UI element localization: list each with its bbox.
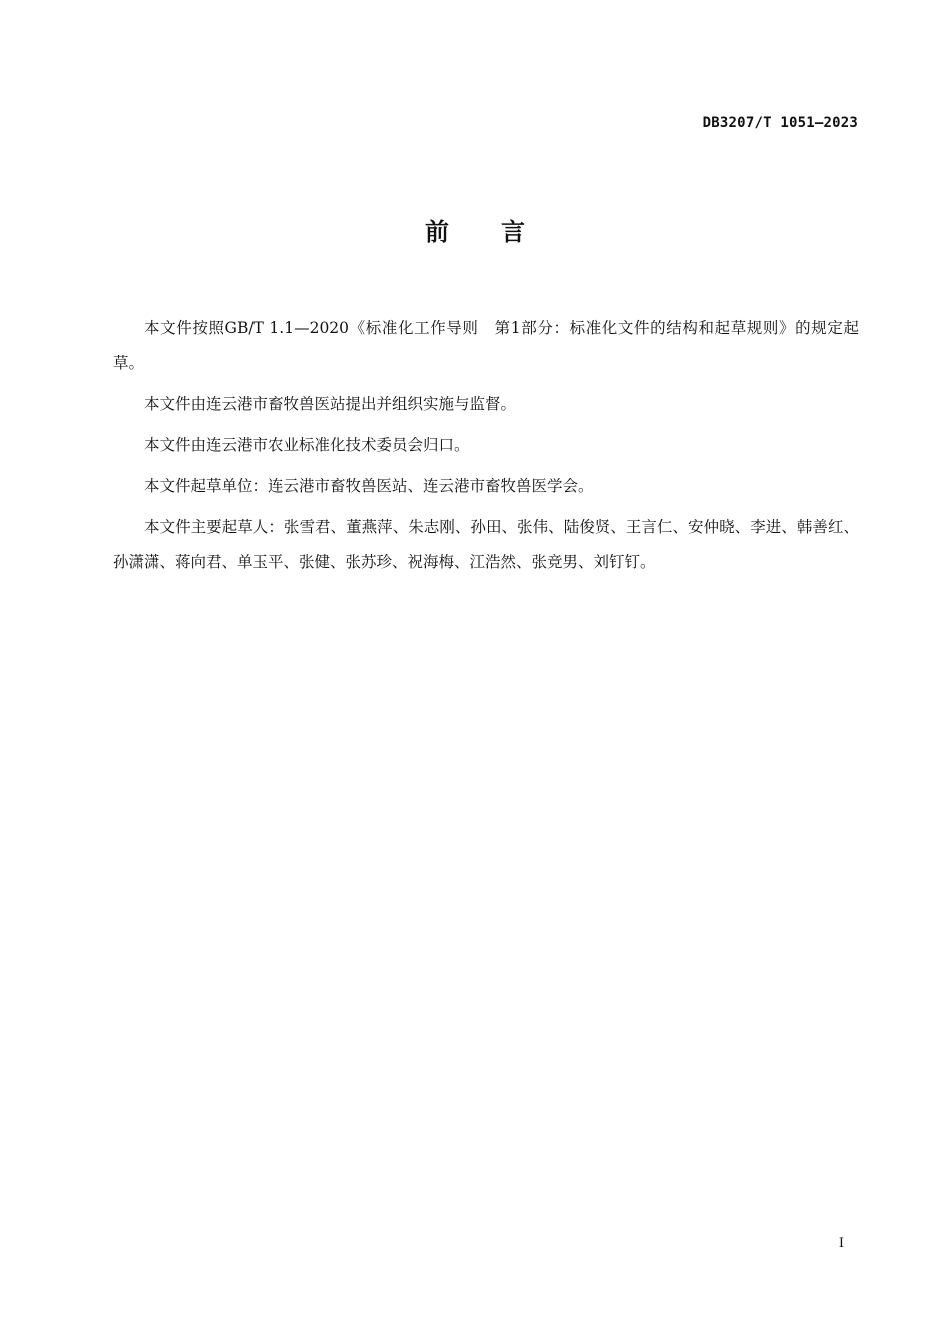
page-title <box>0 212 950 247</box>
title-char-2: 言 <box>501 218 525 246</box>
preface-body <box>113 311 859 586</box>
page-number: I <box>838 1236 844 1251</box>
paragraph-drafters: 本文件主要起草人：张雪君、董燕萍、朱志刚、孙田、张伟、陆俊贤、王言仁、安仲晓、李进、韩善红、孙潇潇、蒋向君、单玉平、张健、张苏珍、祝海梅、江浩然、张竞男、刘钉钉。 <box>113 518 859 571</box>
paragraph-proposer: 本文件由连云港市畜牧兽医站提出并组织实施与监督。 <box>144 395 517 413</box>
title-char-1: 前 <box>425 218 449 246</box>
paragraph-drafting-units: 本文件起草单位：连云港市畜牧兽医站、连云港市畜牧兽医学会。 <box>144 477 594 495</box>
document-code: DB3207/T 1051—2023 <box>702 115 858 131</box>
paragraph-drafting-rules: 本文件按照GB/T 1.1—2020《标准化工作导则 第1部分：标准化文件的结构和起草规则》的规定起草。 <box>113 319 859 372</box>
paragraph-centralized-unit: 本文件由连云港市农业标准化技术委员会归口。 <box>144 436 470 454</box>
